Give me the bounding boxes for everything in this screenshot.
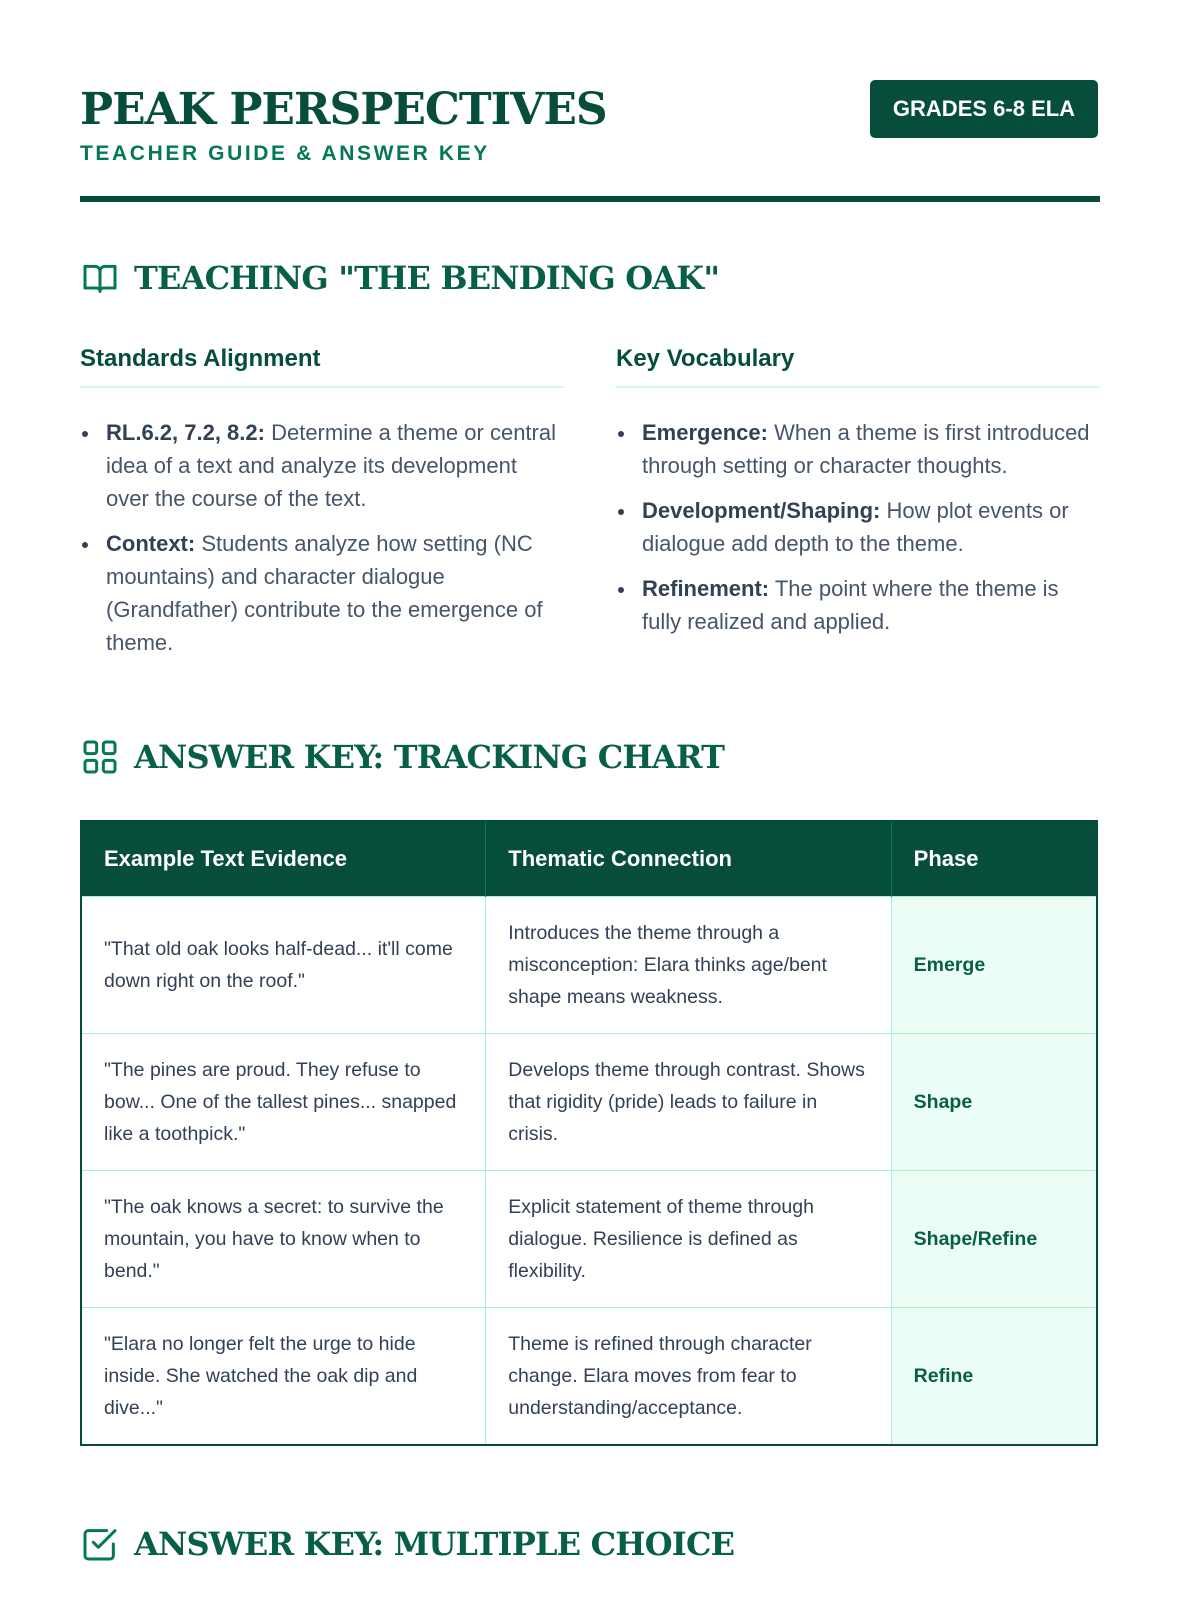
phase-cell: Shape/Refine: [891, 1171, 1097, 1308]
item-label: Emergence:: [642, 420, 768, 445]
checkbox-icon: [80, 1524, 120, 1564]
page-title: PEAK PERSPECTIVES: [80, 84, 607, 135]
phase-cell: Shape: [891, 1034, 1097, 1171]
evidence-cell: "Elara no longer felt the urge to hide inside. She watched the oak dip and dive...": [81, 1308, 486, 1446]
standards-item: [80, 416, 564, 515]
standards-list: [80, 388, 564, 659]
section-heading-teaching: [80, 256, 719, 300]
item-label: Context:: [106, 531, 196, 556]
item-text: The point where the theme is fully realized and applied.: [642, 576, 1059, 634]
item-text: Determine a theme or central idea of a text and analyze its development over the course of the text.: [106, 420, 556, 511]
grade-level-badge: GRADES 6-8 ELA: [870, 80, 1098, 138]
table-row: [81, 1308, 1097, 1446]
connection-cell: Introduces the theme through a misconception: Elara thinks age/bent shape means weakness.: [486, 897, 891, 1034]
section-title: ANSWER KEY: TRACKING CHART: [134, 738, 725, 776]
evidence-cell: "That old oak looks half-dead... it'll come down right on the roof.": [81, 897, 486, 1034]
item-label: Development/Shaping:: [642, 498, 881, 523]
column-header-phase: Phase: [891, 821, 1097, 897]
phase-cell: Refine: [891, 1308, 1097, 1446]
section-title: ANSWER KEY: MULTIPLE CHOICE: [134, 1525, 735, 1563]
grid-icon: [80, 737, 120, 777]
evidence-cell: "The pines are proud. They refuse to bow... One of the tallest pines... snapped like a toothpick.": [81, 1034, 486, 1171]
vocabulary-item: [616, 416, 1100, 482]
vocabulary-item: [616, 494, 1100, 560]
vocabulary-list: [616, 388, 1100, 638]
header-divider: [80, 196, 1100, 202]
connection-cell: Theme is refined through character change. Elara moves from fear to understanding/acceptance.: [486, 1308, 891, 1446]
column-header-connection: Thematic Connection: [486, 821, 891, 897]
standards-item: [80, 527, 564, 659]
table-row: [81, 1034, 1097, 1171]
column-header-evidence: Example Text Evidence: [81, 821, 486, 897]
teacher-guide-page: [80, 0, 1100, 1563]
item-text: When a theme is first introduced through setting or character thoughts.: [642, 420, 1090, 478]
key-vocabulary-panel: [616, 340, 1100, 650]
standards-heading: Standards Alignment: [80, 340, 564, 388]
section-heading-tracking-chart: [80, 735, 724, 779]
connection-cell: Explicit statement of theme through dialogue. Resilience is defined as flexibility.: [486, 1171, 891, 1308]
evidence-cell: "The oak knows a secret: to survive the mountain, you have to know when to bend.": [81, 1171, 486, 1308]
phase-cell: Emerge: [891, 897, 1097, 1034]
page-subtitle: TEACHER GUIDE & ANSWER KEY: [80, 142, 490, 165]
table-header-row: [81, 821, 1097, 897]
book-open-icon: [80, 258, 120, 298]
item-text: How plot events or dialogue add depth to the theme.: [642, 498, 1069, 556]
table-row: [81, 1171, 1097, 1308]
vocabulary-item: [616, 572, 1100, 638]
item-label: Refinement:: [642, 576, 770, 601]
item-text: Students analyze how setting (NC mountains) and character dialogue (Grandfather) contribute to the emergence of theme.: [106, 531, 543, 655]
item-label: RL.6.2, 7.2, 8.2:: [106, 420, 265, 445]
vocabulary-heading: Key Vocabulary: [616, 340, 1100, 388]
section-heading-multiple-choice: [80, 1522, 734, 1566]
standards-alignment-panel: [80, 340, 564, 671]
section-title: TEACHING "THE BENDING OAK": [134, 259, 720, 297]
table-row: [81, 897, 1097, 1034]
connection-cell: Develops theme through contrast. Shows that rigidity (pride) leads to failure in crisis.: [486, 1034, 891, 1171]
page-header: [80, 0, 1100, 204]
tracking-chart-table: [80, 820, 1098, 1446]
